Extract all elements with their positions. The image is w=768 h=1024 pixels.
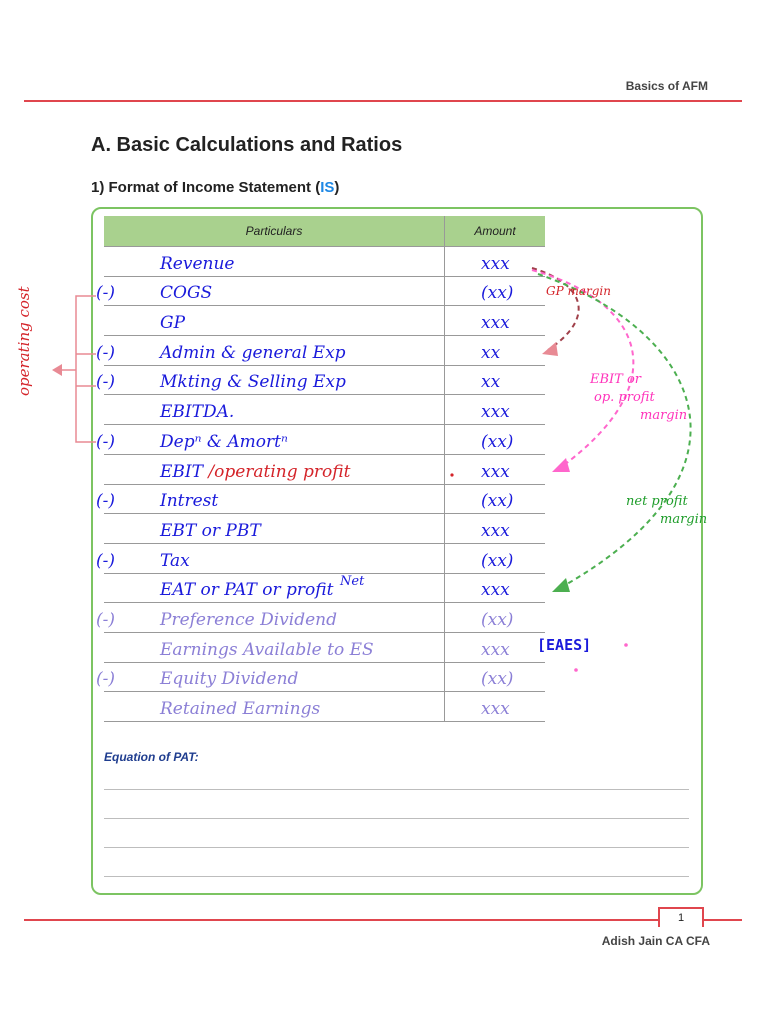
arrowhead-icon [542, 342, 558, 356]
operating-cost-label: operating cost [15, 286, 33, 396]
row-sign: (-) [96, 491, 116, 512]
equation-label: Equation of PAT: [104, 750, 199, 764]
header-particulars: Particulars [104, 216, 445, 246]
net-margin-arrow [538, 274, 691, 588]
row-item: COGS [160, 283, 213, 304]
arrowhead-icon [552, 458, 570, 472]
row-sign: (-) [96, 431, 116, 452]
net-margin-label-2: margin [660, 512, 708, 527]
gp-margin-label: GP margin [546, 284, 611, 298]
row-item: Earnings Available to ES [160, 639, 374, 660]
row-amount: xx [481, 372, 501, 393]
row-amount: xxx [481, 402, 510, 423]
row-item: Mkting & Selling Exp [160, 372, 346, 393]
row-sign: (-) [96, 342, 116, 363]
section-title-prefix: Format of Income Statement ( [108, 179, 321, 196]
row-amount: (xx) [481, 609, 514, 630]
row-amount: (xx) [481, 491, 514, 512]
row-item: Admin & general Exp [160, 342, 346, 363]
row-item: Intrest [160, 491, 219, 512]
row-item: Revenue [160, 253, 235, 274]
row-amount: xxx [481, 313, 510, 334]
row-amount: (xx) [481, 669, 514, 690]
section-title-accent: IS [320, 179, 335, 196]
row-amount: (xx) [481, 431, 514, 452]
ink-dot [450, 473, 453, 476]
ink-dot [574, 668, 578, 672]
ebit-margin-label-3: margin [640, 408, 688, 423]
ink-dot [624, 643, 628, 647]
row-amount: xxx [481, 253, 510, 274]
row-amount: xx [481, 342, 501, 363]
operating-cost-bracket [76, 296, 96, 442]
row-sign: (-) [96, 550, 116, 571]
arrowhead-icon [52, 364, 62, 376]
row-item-extra: /operating profit [208, 461, 351, 482]
ebit-margin-label-1: EBIT or [590, 372, 642, 387]
footer-author: Adish Jain CA CFA [601, 934, 710, 948]
row-item: Equity Dividend [160, 669, 299, 690]
row-sign: (-) [96, 372, 116, 393]
row-item: EBT or PBT [160, 520, 261, 541]
row-item: EBITDA. [160, 402, 235, 423]
page-number: 1 [658, 907, 704, 927]
row-item: Retained Earnings [160, 699, 321, 719]
row-sign: (-) [96, 283, 116, 304]
row-amount: (xx) [481, 550, 514, 571]
row-amount: xxx [481, 580, 510, 601]
net-margin-label-1: net profit [626, 494, 688, 509]
row-item: GP [160, 313, 186, 334]
row-amount: (xx) [481, 283, 514, 304]
row-sign: (-) [96, 669, 116, 690]
row-item: Tax [160, 550, 190, 571]
row-amount: xxx [481, 461, 510, 482]
row-item: EAT or PAT or profit [160, 580, 334, 601]
row-amount: xxx [481, 699, 510, 719]
row-sign: (-) [96, 609, 116, 630]
arrowhead-icon [552, 578, 570, 592]
header-amount: Amount [474, 224, 516, 238]
ebit-margin-label-2: op. profit [594, 390, 655, 405]
net-superscript-label: Net [340, 574, 365, 589]
footer-rule [24, 919, 742, 921]
eaes-label: [EAES] [537, 636, 592, 654]
row-item-text: EBIT [160, 461, 203, 482]
section-title-suffix: ) [334, 179, 340, 196]
row-amount: xxx [481, 520, 510, 541]
page-title: A. Basic Calculations and Ratios [91, 134, 403, 156]
row-item: Preference Dividend [160, 609, 337, 630]
row-item: Depⁿ & Amortⁿ [160, 431, 288, 452]
ebit-margin-arrow [532, 270, 633, 468]
header-title: Basics of AFM [625, 79, 708, 93]
row-amount: xxx [481, 639, 510, 660]
section-number: 1) [91, 179, 105, 196]
